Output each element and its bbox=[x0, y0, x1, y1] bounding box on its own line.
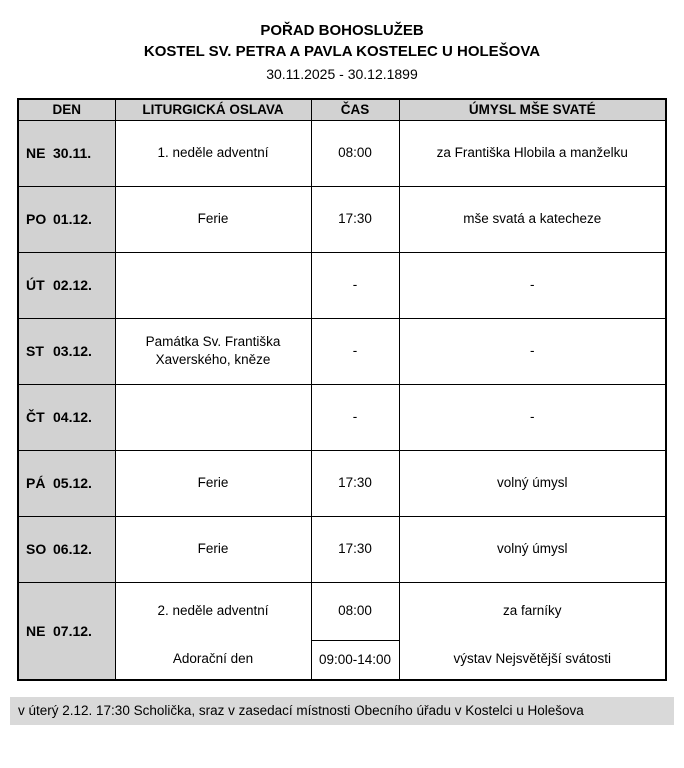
day-cell bbox=[18, 252, 115, 318]
day-cell bbox=[18, 120, 115, 186]
intention-cell: za farníky bbox=[399, 582, 666, 640]
time-cell: - bbox=[311, 318, 399, 384]
col-header-time: ČAS bbox=[311, 99, 399, 120]
celebration-cell: Ferie bbox=[115, 516, 311, 582]
time-cell: 08:00 bbox=[311, 120, 399, 186]
day-abbreviation: NE bbox=[26, 145, 46, 161]
day-date: 03.12. bbox=[53, 343, 92, 359]
intention-cell: za Františka Hlobila a manželku bbox=[399, 120, 666, 186]
table-row bbox=[18, 450, 666, 516]
date-range: 30.11.2025 - 30.12.1899 bbox=[266, 66, 418, 82]
time-cell: 09:00-14:00 bbox=[311, 640, 399, 680]
time-cell: 08:00 bbox=[311, 582, 399, 640]
day-cell bbox=[18, 384, 115, 450]
table-row bbox=[18, 582, 666, 640]
celebration-cell: Ferie bbox=[115, 450, 311, 516]
intention-cell: - bbox=[399, 384, 666, 450]
time-cell: - bbox=[311, 252, 399, 318]
table-subrow bbox=[18, 640, 666, 680]
table-row bbox=[18, 186, 666, 252]
table-row bbox=[18, 384, 666, 450]
day-abbreviation: PO bbox=[26, 211, 47, 227]
schedule-table bbox=[17, 98, 667, 681]
time-cell: 17:30 bbox=[311, 516, 399, 582]
table-row bbox=[18, 318, 666, 384]
time-cell: 17:30 bbox=[311, 186, 399, 252]
day-abbreviation: ST bbox=[26, 343, 44, 359]
intention-cell: volný úmysl bbox=[399, 516, 666, 582]
day-abbreviation: PÁ bbox=[26, 475, 46, 491]
table-row bbox=[18, 120, 666, 186]
day-date: 30.11. bbox=[53, 145, 92, 161]
celebration-cell: 1. neděle adventní bbox=[115, 120, 311, 186]
table-row bbox=[18, 252, 666, 318]
page-title: POŘAD BOHOSLUŽEB bbox=[260, 22, 424, 39]
day-cell bbox=[18, 516, 115, 582]
celebration-cell: Ferie bbox=[115, 186, 311, 252]
celebration-cell: Adorační den bbox=[115, 640, 311, 680]
celebration-cell bbox=[115, 252, 311, 318]
table-row bbox=[18, 516, 666, 582]
intention-cell: mše svatá a katecheze bbox=[399, 186, 666, 252]
intention-cell: - bbox=[399, 318, 666, 384]
day-cell bbox=[18, 450, 115, 516]
table-header-row bbox=[18, 99, 666, 120]
time-cell: 17:30 bbox=[311, 450, 399, 516]
col-header-intention: ÚMYSL MŠE SVATÉ bbox=[399, 99, 666, 120]
col-header-celebration: LITURGICKÁ OSLAVA bbox=[115, 99, 311, 120]
celebration-cell bbox=[115, 384, 311, 450]
celebration-cell: 2. neděle adventní bbox=[115, 582, 311, 640]
page-subtitle: KOSTEL SV. PETRA A PAVLA KOSTELEC U HOLEŠOVA bbox=[143, 43, 541, 60]
day-date: 06.12. bbox=[53, 541, 92, 557]
day-cell bbox=[18, 582, 115, 680]
title-block bbox=[0, 0, 684, 84]
intention-cell: volný úmysl bbox=[399, 450, 666, 516]
celebration-cell: Památka Sv. Františka Xaverského, kněze bbox=[115, 318, 311, 384]
day-abbreviation: NE bbox=[26, 622, 46, 639]
day-date: 05.12. bbox=[53, 475, 92, 491]
footnote: v úterý 2.12. 17:30 Scholička, sraz v zasedací místnosti Obecního úřadu v Kostelci u Holešova bbox=[10, 697, 674, 725]
day-date: 04.12. bbox=[53, 409, 92, 425]
col-header-day: DEN bbox=[18, 99, 115, 120]
day-date: 07.12. bbox=[53, 622, 92, 639]
day-date: 02.12. bbox=[53, 277, 92, 293]
day-date: 01.12. bbox=[53, 211, 92, 227]
day-abbreviation: ČT bbox=[26, 409, 45, 425]
day-abbreviation: ÚT bbox=[26, 277, 45, 293]
time-cell: - bbox=[311, 384, 399, 450]
day-cell bbox=[18, 318, 115, 384]
intention-cell: - bbox=[399, 252, 666, 318]
intention-cell: výstav Nejsvětější svátosti bbox=[399, 640, 666, 680]
day-abbreviation: SO bbox=[26, 541, 47, 557]
day-cell bbox=[18, 186, 115, 252]
